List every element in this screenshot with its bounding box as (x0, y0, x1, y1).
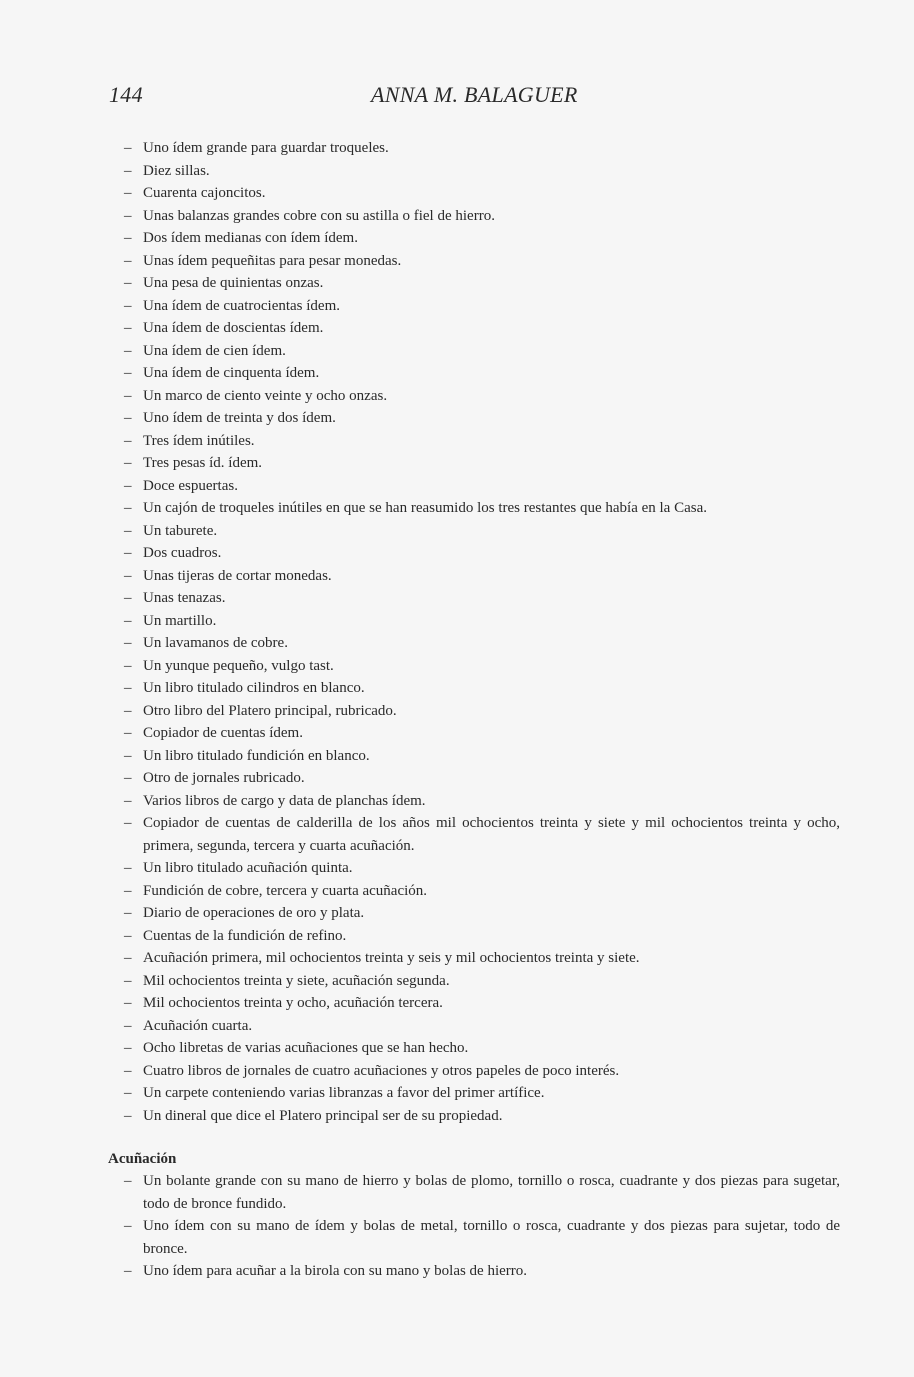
list-dash: – (124, 612, 132, 629)
inventory-list (124, 137, 840, 1127)
list-item (124, 542, 840, 565)
list-item (124, 430, 840, 453)
list-item-text: Uno ídem de treinta y dos ídem. (143, 410, 336, 426)
list-item-text: Una ídem de cinquenta ídem. (143, 365, 320, 381)
list-item (124, 970, 840, 993)
list-item-text: Otro libro del Platero principal, rubricado. (143, 702, 397, 719)
list-item (124, 947, 840, 970)
list-dash: – (124, 1062, 132, 1079)
list-item-text: Fundición de cobre, tercera y cuarta acuñación. (143, 882, 428, 899)
list-item-text: Doce espuertas. (143, 477, 238, 494)
list-dash: – (124, 950, 132, 966)
acunacion-list (124, 1170, 840, 1283)
list-dash: – (124, 1085, 132, 1101)
list-item (124, 520, 840, 543)
list-dash: – (124, 455, 132, 471)
list-item (124, 385, 840, 408)
list-item-text: Una ídem de doscientas ídem. (143, 320, 324, 336)
list-item-text: Un yunque pequeño, vulgo tast. (143, 657, 334, 674)
list-item (124, 1037, 840, 1060)
list-item (124, 317, 840, 340)
list-item-text: Ocho libretas de varias acuñaciones que se han hecho. (143, 1040, 469, 1056)
list-item-text: Varios libros de cargo y data de planchas ídem. (143, 792, 426, 809)
list-item (124, 250, 840, 273)
list-dash: – (124, 567, 132, 584)
section-heading-acunacion: Acuñación (108, 1151, 177, 1167)
list-item (124, 880, 840, 903)
list-item-text: Dos cuadros. (143, 545, 222, 561)
list-dash: – (124, 342, 132, 359)
list-item-text: Copiador de cuentas de calderilla de los años mil ochocientos treinta y siete y mil ochocientos treinta y ocho, primera, segunda, tercera y cuarta acuñación. (143, 815, 840, 854)
list-item (124, 902, 840, 925)
list-item-text: Una ídem de cien ídem. (143, 342, 286, 359)
list-item-text: Cuarenta cajoncitos. (143, 185, 266, 201)
list-dash: – (124, 1017, 132, 1034)
list-item-text: Tres ídem inútiles. (143, 432, 255, 449)
list-dash: – (124, 680, 132, 696)
list-item (124, 610, 840, 633)
list-dash: – (124, 365, 132, 381)
list-dash: – (124, 815, 132, 831)
list-item-text: Unas tijeras de cortar monedas. (143, 567, 332, 584)
list-item (124, 1105, 840, 1128)
list-item (124, 407, 840, 430)
list-dash: – (124, 1173, 132, 1189)
list-item (124, 227, 840, 250)
list-item-text: Mil ochocientos treinta y ocho, acuñación tercera. (143, 995, 443, 1011)
list-item-text: Una pesa de quinientas onzas. (143, 275, 324, 291)
list-item-text: Una ídem de cuatrocientas ídem. (143, 297, 341, 314)
list-item-text: Cuatro libros de jornales de cuatro acuñaciones y otros papeles de poco interés. (143, 1062, 620, 1079)
list-dash: – (124, 905, 132, 921)
list-dash: – (124, 1263, 132, 1279)
list-item-text: Un libro titulado acuñación quinta. (143, 860, 353, 876)
list-item (124, 1215, 840, 1260)
list-item-text: Un cajón de troqueles inútiles en que se han reasumido los tres restantes que había en la Casa. (143, 500, 707, 516)
list-item (124, 812, 840, 857)
list-item-text: Copiador de cuentas ídem. (143, 725, 303, 741)
list-item (124, 677, 840, 700)
list-dash: – (124, 657, 132, 674)
list-item-text: Unas balanzas grandes cobre con su astilla o fiel de hierro. (143, 207, 495, 224)
list-dash: – (124, 522, 132, 539)
list-dash: – (124, 927, 132, 944)
list-item-text: Tres pesas íd. ídem. (143, 455, 263, 471)
list-dash: – (124, 770, 132, 786)
list-dash: – (124, 972, 132, 989)
list-item (124, 632, 840, 655)
list-item (124, 992, 840, 1015)
list-item-text: Acuñación primera, mil ochocientos treinta y seis y mil ochocientos treinta y siete. (143, 950, 640, 966)
list-item (124, 767, 840, 790)
list-dash: – (124, 297, 132, 314)
list-item-text: Un martillo. (143, 612, 217, 629)
list-dash: – (124, 387, 132, 404)
list-item (124, 475, 840, 498)
list-item (124, 1170, 840, 1215)
list-item (124, 925, 840, 948)
list-dash: – (124, 747, 132, 764)
list-dash: – (124, 590, 132, 606)
list-dash: – (124, 1218, 132, 1234)
list-item (124, 295, 840, 318)
list-dash: – (124, 185, 132, 201)
list-item (124, 182, 840, 205)
list-item-text: Un marco de ciento veinte y ocho onzas. (143, 387, 388, 404)
list-dash: – (124, 1040, 132, 1056)
list-item (124, 857, 840, 880)
list-item-text: Uno ídem con su mano de ídem y bolas de metal, tornillo o rosca, cuadrante y dos piezas para sujetar, todo de bronce. (143, 1218, 840, 1257)
list-dash: – (124, 725, 132, 741)
list-dash: – (124, 140, 132, 156)
list-dash: – (124, 995, 132, 1011)
list-item-text: Un taburete. (143, 522, 218, 539)
list-item (124, 655, 840, 678)
list-dash: – (124, 320, 132, 336)
list-item-text: Mil ochocientos treinta y siete, acuñación segunda. (143, 972, 450, 989)
list-dash: – (124, 230, 132, 246)
list-item-text: Un libro titulado cilindros en blanco. (143, 680, 365, 696)
list-dash: – (124, 410, 132, 426)
list-dash: – (124, 792, 132, 809)
page-number: 144 (109, 82, 143, 107)
list-item (124, 137, 840, 160)
list-item-text: Un carpete conteniendo varias libranzas a favor del primer artífice. (143, 1085, 545, 1101)
list-item-text: Un libro titulado fundición en blanco. (143, 747, 370, 764)
list-dash: – (124, 162, 132, 179)
list-item-text: Uno ídem grande para guardar troqueles. (143, 140, 389, 156)
list-dash: – (124, 1107, 132, 1124)
list-item (124, 497, 840, 520)
list-item (124, 1260, 840, 1283)
list-dash: – (124, 882, 132, 899)
list-item (124, 340, 840, 363)
list-item (124, 1060, 840, 1083)
list-item-text: Diez sillas. (143, 162, 210, 179)
list-dash: – (124, 635, 132, 651)
page-header (109, 82, 839, 112)
list-item (124, 1015, 840, 1038)
list-item (124, 362, 840, 385)
list-item-text: Unas tenazas. (143, 590, 226, 606)
list-item (124, 205, 840, 228)
list-dash: – (124, 252, 132, 269)
list-item-text: Otro de jornales rubricado. (143, 770, 305, 786)
list-dash: – (124, 275, 132, 291)
list-item (124, 700, 840, 723)
list-dash: – (124, 207, 132, 224)
list-item (124, 452, 840, 475)
list-item-text: Diario de operaciones de oro y plata. (143, 905, 365, 921)
list-dash: – (124, 500, 132, 516)
list-item (124, 790, 840, 813)
list-dash: – (124, 702, 132, 719)
list-item (124, 1082, 840, 1105)
list-item (124, 565, 840, 588)
list-dash: – (124, 545, 132, 561)
list-item-text: Cuentas de la fundición de refino. (143, 927, 347, 944)
list-item-text: Un bolante grande con su mano de hierro y bolas de plomo, tornillo o rosca, cuadrante y dos piezas para sugetar, todo de bronce fundido. (143, 1173, 840, 1212)
list-item-text: Un dineral que dice el Platero principal ser de su propiedad. (143, 1107, 503, 1124)
list-item (124, 745, 840, 768)
list-item-text: Uno ídem para acuñar a la birola con su mano y bolas de hierro. (143, 1263, 528, 1279)
list-item-text: Unas ídem pequeñitas para pesar monedas. (143, 252, 402, 269)
list-dash: – (124, 860, 132, 876)
list-dash: – (124, 432, 132, 449)
list-item (124, 272, 840, 295)
list-dash: – (124, 477, 132, 494)
running-head: ANNA M. BALAGUER (371, 82, 578, 107)
list-item (124, 160, 840, 183)
list-item-text: Acuñación cuarta. (143, 1017, 253, 1034)
list-item (124, 587, 840, 610)
list-item (124, 722, 840, 745)
list-item-text: Dos ídem medianas con ídem ídem. (143, 230, 358, 246)
list-item-text: Un lavamanos de cobre. (143, 635, 288, 651)
